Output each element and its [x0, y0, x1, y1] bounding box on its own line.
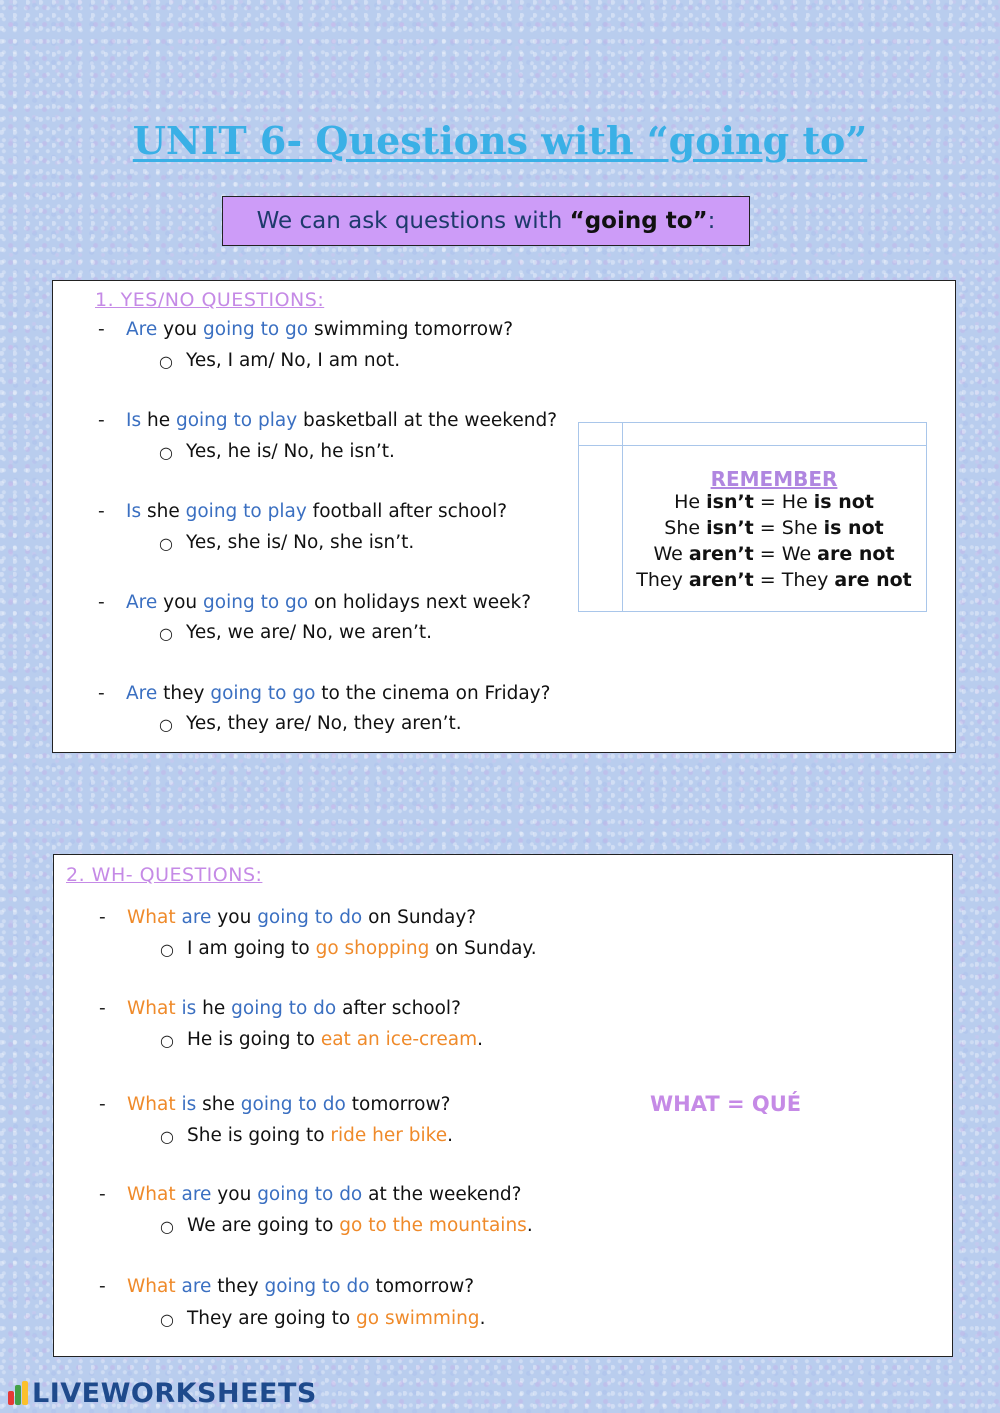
- text-run: They are going to: [187, 1308, 357, 1329]
- dash-bullet: -: [98, 592, 105, 613]
- text-run: basketball at the weekend?: [297, 410, 558, 431]
- circle-bullet-icon: ○: [160, 1217, 174, 1236]
- text-run: = He: [753, 491, 814, 513]
- remember-heading: REMEMBER: [710, 467, 838, 491]
- dash-bullet: -: [99, 907, 106, 928]
- text-run: swimming tomorrow?: [308, 319, 514, 340]
- text-run: at the weekend?: [362, 1184, 522, 1205]
- text-run: he: [196, 998, 232, 1019]
- question-line: [98, 319, 514, 340]
- remember-row: [622, 517, 926, 539]
- text-run: .: [479, 1308, 486, 1329]
- text-run: going to go: [203, 592, 309, 613]
- text-run: isn’t: [706, 491, 754, 513]
- text-run: Yes, they are/ No, they aren’t.: [186, 713, 462, 734]
- dash-bullet: -: [99, 1094, 106, 1115]
- intro-colon: :: [707, 208, 716, 234]
- what-que-note: WHAT = QUÉ: [650, 1092, 802, 1116]
- text-run: He: [674, 491, 707, 513]
- question-line: [99, 1184, 522, 1205]
- text-run: go swimming: [356, 1308, 480, 1329]
- text-run: is: [181, 1094, 197, 1115]
- text-run: Is: [126, 410, 142, 431]
- dash-bullet: -: [98, 501, 105, 522]
- text-run: = We: [753, 543, 818, 565]
- circle-bullet-icon: ○: [160, 1031, 174, 1050]
- intro-text: We can ask questions with: [256, 208, 570, 234]
- answer-line: [159, 350, 401, 371]
- remember-header-bar: [579, 423, 926, 446]
- intro-highlight: “going to”: [569, 208, 708, 234]
- text-run: aren’t: [688, 543, 754, 565]
- text-run: football after school?: [306, 501, 508, 522]
- text-run: he: [141, 410, 176, 431]
- text-run: What: [127, 1094, 182, 1115]
- answer-line: [160, 1125, 453, 1146]
- section2-title: 2. WH- QUESTIONS:: [66, 864, 263, 886]
- text-run: are: [181, 1276, 212, 1297]
- answer-line: [160, 1308, 486, 1329]
- text-run: What: [127, 1184, 182, 1205]
- question-line: [99, 998, 461, 1019]
- circle-bullet-icon: ○: [159, 624, 173, 643]
- text-run: He is going to: [187, 1029, 321, 1050]
- text-run: they: [157, 683, 211, 704]
- question-line: [99, 1094, 451, 1115]
- text-run: Are: [126, 592, 158, 613]
- liveworksheets-logo: [8, 1378, 317, 1409]
- text-run: going to do: [231, 998, 337, 1019]
- dash-bullet: -: [98, 319, 105, 340]
- text-run: you: [211, 1184, 258, 1205]
- text-run: they: [211, 1276, 265, 1297]
- text-run: Are: [126, 683, 158, 704]
- text-run: Are: [126, 319, 158, 340]
- circle-bullet-icon: ○: [160, 940, 174, 959]
- answer-line: [160, 1215, 533, 1236]
- text-run: going to play: [175, 410, 298, 431]
- text-run: going to play: [185, 501, 307, 522]
- text-run: tomorrow?: [345, 1094, 451, 1115]
- logo-text: LIVEWORKSHEETS: [32, 1378, 317, 1409]
- text-run: going to go: [210, 683, 316, 704]
- text-run: Yes, she is/ No, she isn’t.: [186, 532, 415, 553]
- text-run: tomorrow?: [369, 1276, 475, 1297]
- text-run: on Sunday?: [362, 907, 477, 928]
- text-run: .: [477, 1029, 484, 1050]
- text-run: They: [636, 569, 689, 591]
- text-run: is not: [813, 491, 874, 513]
- text-run: are: [181, 1184, 212, 1205]
- circle-bullet-icon: ○: [159, 534, 173, 553]
- text-run: go shopping: [315, 938, 430, 959]
- text-run: What: [127, 1276, 182, 1297]
- answer-line: [160, 938, 537, 959]
- answer-line: [159, 622, 433, 643]
- text-run: going to go: [203, 319, 309, 340]
- text-run: going to do: [264, 1276, 370, 1297]
- answer-line: [160, 1029, 484, 1050]
- question-line: [98, 410, 558, 431]
- circle-bullet-icon: ○: [160, 1310, 174, 1329]
- text-run: ride her bike: [330, 1125, 448, 1146]
- circle-bullet-icon: ○: [159, 443, 173, 462]
- question-line: [98, 501, 508, 522]
- wh-questions-panel: [53, 854, 953, 1357]
- text-run: are not: [817, 543, 895, 565]
- text-run: = She: [753, 517, 824, 539]
- text-run: are not: [834, 569, 912, 591]
- dash-bullet: -: [99, 998, 106, 1019]
- remember-box: [578, 422, 927, 612]
- text-run: She: [664, 517, 707, 539]
- circle-bullet-icon: ○: [159, 715, 173, 734]
- dash-bullet: -: [99, 1184, 106, 1205]
- liveworksheets-mark-icon: [8, 1381, 30, 1407]
- text-run: going to do: [257, 1184, 363, 1205]
- circle-bullet-icon: ○: [160, 1127, 174, 1146]
- text-run: = They: [753, 569, 835, 591]
- text-run: eat an ice-cream: [320, 1029, 478, 1050]
- text-run: She is going to: [187, 1125, 331, 1146]
- text-run: after school?: [336, 998, 461, 1019]
- dash-bullet: -: [99, 1276, 106, 1297]
- remember-row: [622, 569, 926, 591]
- text-run: is not: [823, 517, 884, 539]
- text-run: Is: [126, 501, 142, 522]
- text-run: aren’t: [688, 569, 754, 591]
- text-run: We: [653, 543, 689, 565]
- text-run: What: [127, 998, 182, 1019]
- question-line: [99, 1276, 475, 1297]
- intro-banner: [222, 196, 750, 246]
- question-line: [98, 592, 532, 613]
- text-run: on Sunday.: [429, 938, 537, 959]
- text-run: you: [211, 907, 258, 928]
- text-run: you: [157, 319, 204, 340]
- text-run: are: [181, 907, 212, 928]
- answer-line: [159, 532, 415, 553]
- text-run: go to the mountains: [339, 1215, 527, 1236]
- text-run: We are going to: [187, 1215, 340, 1236]
- text-run: on holidays next week?: [308, 592, 532, 613]
- text-run: going to do: [257, 907, 363, 928]
- text-run: you: [157, 592, 204, 613]
- text-run: to the cinema on Friday?: [315, 683, 551, 704]
- text-run: Yes, I am/ No, I am not.: [186, 350, 401, 371]
- question-line: [99, 907, 477, 928]
- answer-line: [159, 713, 462, 734]
- dash-bullet: -: [98, 683, 105, 704]
- text-run: Yes, we are/ No, we aren’t.: [186, 622, 433, 643]
- text-run: she: [141, 501, 186, 522]
- circle-bullet-icon: ○: [159, 352, 173, 371]
- text-run: I am going to: [187, 938, 316, 959]
- remember-row: [622, 491, 926, 513]
- remember-row: [622, 543, 926, 565]
- page-title: UNIT 6- Questions with “going to”: [132, 118, 868, 163]
- answer-line: [159, 441, 395, 462]
- section1-title: 1. YES/NO QUESTIONS:: [95, 289, 325, 311]
- dash-bullet: -: [98, 410, 105, 431]
- text-run: .: [526, 1215, 533, 1236]
- text-run: Yes, he is/ No, he isn’t.: [186, 441, 395, 462]
- text-run: is: [181, 998, 197, 1019]
- text-run: isn’t: [706, 517, 754, 539]
- question-line: [98, 683, 551, 704]
- text-run: she: [196, 1094, 241, 1115]
- text-run: What: [127, 907, 182, 928]
- text-run: going to do: [240, 1094, 346, 1115]
- text-run: .: [447, 1125, 453, 1146]
